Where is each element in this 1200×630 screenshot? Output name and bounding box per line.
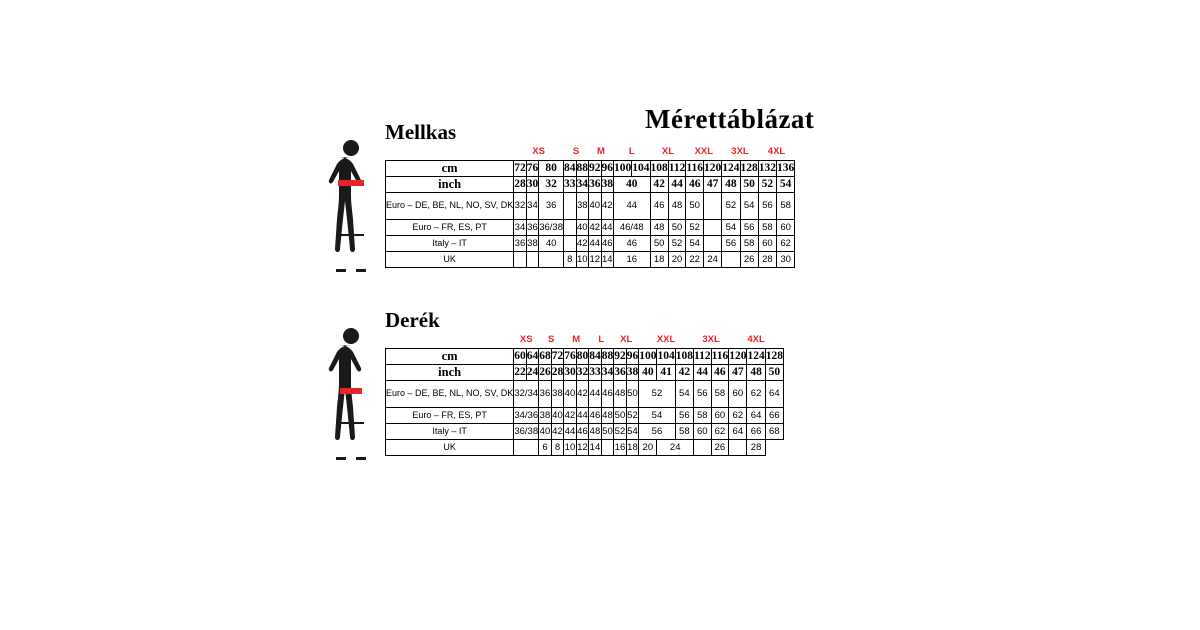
cell: 46 (711, 365, 729, 381)
cell (704, 220, 722, 236)
cell: 54 (686, 236, 704, 252)
cell: 47 (729, 365, 747, 381)
cell: 36 (614, 365, 627, 381)
table-row (386, 381, 784, 408)
size-header-m: M (597, 146, 605, 158)
cell: 66 (765, 408, 783, 424)
cell: 80 (539, 161, 564, 177)
cell: 92 (614, 349, 627, 365)
cell: 44 (576, 408, 589, 424)
cell: 62 (711, 424, 729, 440)
row-label-cm: cm (386, 349, 514, 365)
cell: 24 (657, 440, 694, 456)
cell: 60 (729, 381, 747, 408)
cell (564, 236, 577, 252)
cell: 33 (564, 177, 577, 193)
row-label-italy: Italy – IT (386, 424, 514, 440)
cell: 58 (693, 408, 711, 424)
cell: 44 (589, 236, 602, 252)
cell: 26 (539, 365, 552, 381)
cell: 62 (777, 236, 795, 252)
section-chest-title: Mellkas (385, 120, 457, 144)
size-header-xxl: XXL (694, 146, 714, 158)
table-row (386, 349, 784, 365)
cell: 40 (614, 177, 651, 193)
cell: 32/34 (514, 381, 539, 408)
cell: 46 (601, 381, 614, 408)
row-label-euro-de: Euro – DE, BE, NL, NO, SV, DK (386, 381, 514, 408)
cell: 50 (668, 220, 686, 236)
cell: 40 (564, 381, 577, 408)
cell: 48 (668, 193, 686, 220)
cell: 56 (639, 424, 676, 440)
cell: 36 (539, 381, 552, 408)
cell: 112 (668, 161, 686, 177)
cell: 56 (675, 408, 693, 424)
cell (514, 440, 539, 456)
cell: 42 (675, 365, 693, 381)
cell: 22 (514, 365, 527, 381)
cell: 46 (589, 408, 602, 424)
cell: 128 (765, 349, 783, 365)
size-header-xs: XS (532, 146, 545, 158)
cell (722, 252, 740, 268)
cell: 132 (758, 161, 776, 177)
chest-size-header-row (386, 145, 795, 161)
cell: 48 (589, 424, 602, 440)
size-header-3xl: 3XL (731, 146, 749, 158)
cell: 58 (777, 193, 795, 220)
cell (729, 440, 747, 456)
cell: 52 (626, 408, 639, 424)
cell: 16 (614, 252, 651, 268)
cell: 38 (526, 236, 539, 252)
cell: 12 (589, 252, 602, 268)
cell: 84 (564, 161, 577, 177)
row-label-cm: cm (386, 161, 514, 177)
row-label-uk: UK (386, 252, 514, 268)
cell: 62 (729, 408, 747, 424)
size-header-xs: XS (519, 334, 533, 346)
cell: 44 (614, 193, 651, 220)
cell: 128 (740, 161, 758, 177)
cell: 12 (576, 440, 589, 456)
cell: 136 (777, 161, 795, 177)
cell: 120 (729, 349, 747, 365)
row-label-inch: inch (386, 177, 514, 193)
cell: 58 (675, 424, 693, 440)
cell: 60 (514, 349, 527, 365)
cell: 46 (686, 177, 704, 193)
cell: 112 (693, 349, 711, 365)
cell: 80 (576, 349, 589, 365)
cell: 38 (601, 177, 614, 193)
cell: 66 (747, 424, 765, 440)
cell: 96 (626, 349, 639, 365)
cell: 48 (650, 220, 668, 236)
cell: 30 (564, 365, 577, 381)
cell: 18 (626, 440, 639, 456)
cell: 32 (539, 177, 564, 193)
cell: 96 (601, 161, 614, 177)
cell: 84 (589, 349, 602, 365)
cell: 52 (722, 193, 740, 220)
cell: 52 (758, 177, 776, 193)
cell: 6 (539, 440, 552, 456)
cell: 64 (526, 349, 539, 365)
cell: 46/48 (614, 220, 651, 236)
cell: 100 (614, 161, 632, 177)
cell: 42 (650, 177, 668, 193)
cell: 60 (777, 220, 795, 236)
male-body-waist-icon (322, 326, 380, 464)
cell: 56 (722, 236, 740, 252)
cell: 14 (601, 252, 614, 268)
cell: 48 (722, 177, 740, 193)
cell: 54 (722, 220, 740, 236)
cell: 44 (693, 365, 711, 381)
cell: 60 (693, 424, 711, 440)
cell: 34 (576, 177, 589, 193)
cell: 58 (711, 381, 729, 408)
cell: 42 (576, 236, 589, 252)
cell: 42 (589, 220, 602, 236)
waist-size-header-row (386, 333, 784, 349)
cell: 88 (601, 349, 614, 365)
size-header-xl: XL (620, 334, 633, 346)
cell: 72 (551, 349, 564, 365)
cell: 26 (740, 252, 758, 268)
cell: 50 (765, 365, 783, 381)
cell: 38 (626, 365, 639, 381)
table-row (386, 193, 795, 220)
cell: 30 (526, 177, 539, 193)
cell: 68 (539, 349, 552, 365)
cell: 124 (747, 349, 765, 365)
cell: 56 (693, 381, 711, 408)
male-body-chest-icon (322, 138, 380, 276)
cell: 44 (564, 424, 577, 440)
size-header-4xl: 4XL (767, 146, 786, 158)
cell: 42 (564, 408, 577, 424)
cell: 46 (614, 236, 651, 252)
cell: 28 (758, 252, 776, 268)
cell: 46 (650, 193, 668, 220)
cell: 10 (576, 252, 589, 268)
cell: 20 (639, 440, 657, 456)
cell (539, 252, 564, 268)
cell: 56 (758, 193, 776, 220)
cell: 28 (747, 440, 765, 456)
cell: 52 (639, 381, 676, 408)
cell: 72 (514, 161, 527, 177)
cell: 36/38 (514, 424, 539, 440)
cell (704, 193, 722, 220)
cell: 116 (686, 161, 704, 177)
cell: 64 (747, 408, 765, 424)
cell: 54 (777, 177, 795, 193)
cell: 120 (704, 161, 722, 177)
table-row (386, 365, 784, 381)
cell: 38 (551, 381, 564, 408)
cell (564, 220, 577, 236)
cell: 20 (668, 252, 686, 268)
size-header-l: L (598, 334, 605, 346)
table-row (386, 424, 784, 440)
cell: 42 (551, 424, 564, 440)
cell: 14 (589, 440, 602, 456)
cell: 62 (747, 381, 765, 408)
cell: 34 (601, 365, 614, 381)
page-title: Mérettáblázat (645, 104, 815, 134)
cell: 92 (589, 161, 602, 177)
table-row (386, 177, 795, 193)
cell: 38 (539, 408, 552, 424)
cell: 8 (551, 440, 564, 456)
cell: 76 (526, 161, 539, 177)
size-header-xxl: XXL (656, 334, 676, 346)
cell: 52 (614, 424, 627, 440)
chest-size-table (385, 145, 795, 268)
cell: 36 (514, 236, 527, 252)
cell: 108 (650, 161, 668, 177)
cell: 56 (740, 220, 758, 236)
table-row (386, 236, 795, 252)
cell: 100 (639, 349, 657, 365)
cell: 40 (539, 236, 564, 252)
cell: 44 (668, 177, 686, 193)
cell: 24 (526, 365, 539, 381)
cell: 34 (514, 220, 527, 236)
cell: 108 (675, 349, 693, 365)
cell: 54 (626, 424, 639, 440)
cell: 10 (564, 440, 577, 456)
cell: 48 (747, 365, 765, 381)
cell: 22 (686, 252, 704, 268)
cell (526, 252, 539, 268)
cell: 54 (740, 193, 758, 220)
table-row (386, 440, 784, 456)
row-label-italy: Italy – IT (386, 236, 514, 252)
row-label-inch: inch (386, 365, 514, 381)
cell: 46 (601, 236, 614, 252)
row-label-euro-fr: Euro – FR, ES, PT (386, 408, 514, 424)
cell: 40 (539, 424, 552, 440)
row-label-euro-de: Euro – DE, BE, NL, NO, SV, DK (386, 193, 514, 220)
cell: 34/36 (514, 408, 539, 424)
cell: 104 (632, 161, 650, 177)
table-row (386, 220, 795, 236)
size-header-xl: XL (661, 146, 674, 158)
cell: 34 (526, 193, 539, 220)
cell: 26 (711, 440, 729, 456)
table-row (386, 408, 784, 424)
cell (514, 252, 527, 268)
cell: 8 (564, 252, 577, 268)
cell: 40 (589, 193, 602, 220)
cell: 104 (657, 349, 675, 365)
cell: 36 (539, 193, 564, 220)
row-label-euro-fr: Euro – FR, ES, PT (386, 220, 514, 236)
size-header-4xl: 4XL (747, 334, 765, 346)
cell: 54 (639, 408, 676, 424)
cell: 52 (686, 220, 704, 236)
cell: 58 (758, 220, 776, 236)
cell: 38 (576, 193, 589, 220)
cell: 18 (650, 252, 668, 268)
cell: 42 (576, 381, 589, 408)
cell: 47 (704, 177, 722, 193)
cell: 58 (740, 236, 758, 252)
cell: 68 (765, 424, 783, 440)
cell: 50 (614, 408, 627, 424)
cell: 36/38 (539, 220, 564, 236)
table-row (386, 161, 795, 177)
cell: 116 (711, 349, 729, 365)
size-header-m: M (572, 334, 581, 346)
table-row (386, 252, 795, 268)
row-label-uk: UK (386, 440, 514, 456)
cell: 52 (668, 236, 686, 252)
cell: 40 (576, 220, 589, 236)
cell: 46 (576, 424, 589, 440)
cell: 48 (601, 408, 614, 424)
cell: 28 (514, 177, 527, 193)
cell: 64 (765, 381, 783, 408)
cell: 24 (704, 252, 722, 268)
cell: 50 (626, 381, 639, 408)
section-waist-title: Derék (385, 308, 440, 332)
waist-size-table (385, 333, 784, 456)
cell (693, 440, 711, 456)
cell: 16 (614, 440, 627, 456)
cell: 50 (740, 177, 758, 193)
cell: 44 (601, 220, 614, 236)
cell: 40 (639, 365, 657, 381)
cell: 48 (614, 381, 627, 408)
size-header-s: S (548, 334, 555, 346)
cell: 28 (551, 365, 564, 381)
cell (601, 440, 614, 456)
cell: 54 (675, 381, 693, 408)
cell: 50 (686, 193, 704, 220)
cell: 60 (758, 236, 776, 252)
size-header-3xl: 3XL (702, 334, 720, 346)
cell: 44 (589, 381, 602, 408)
size-header-s: S (572, 146, 580, 158)
cell: 50 (601, 424, 614, 440)
cell: 36 (526, 220, 539, 236)
cell: 42 (601, 193, 614, 220)
cell: 60 (711, 408, 729, 424)
cell (704, 236, 722, 252)
cell: 88 (576, 161, 589, 177)
cell: 76 (564, 349, 577, 365)
cell: 41 (657, 365, 675, 381)
cell: 36 (589, 177, 602, 193)
cell: 32 (576, 365, 589, 381)
cell: 50 (650, 236, 668, 252)
cell: 40 (551, 408, 564, 424)
cell: 30 (777, 252, 795, 268)
cell: 32 (514, 193, 527, 220)
size-header-l: L (628, 146, 635, 158)
cell: 124 (722, 161, 740, 177)
cell: 33 (589, 365, 602, 381)
cell: 64 (729, 424, 747, 440)
cell (564, 193, 577, 220)
